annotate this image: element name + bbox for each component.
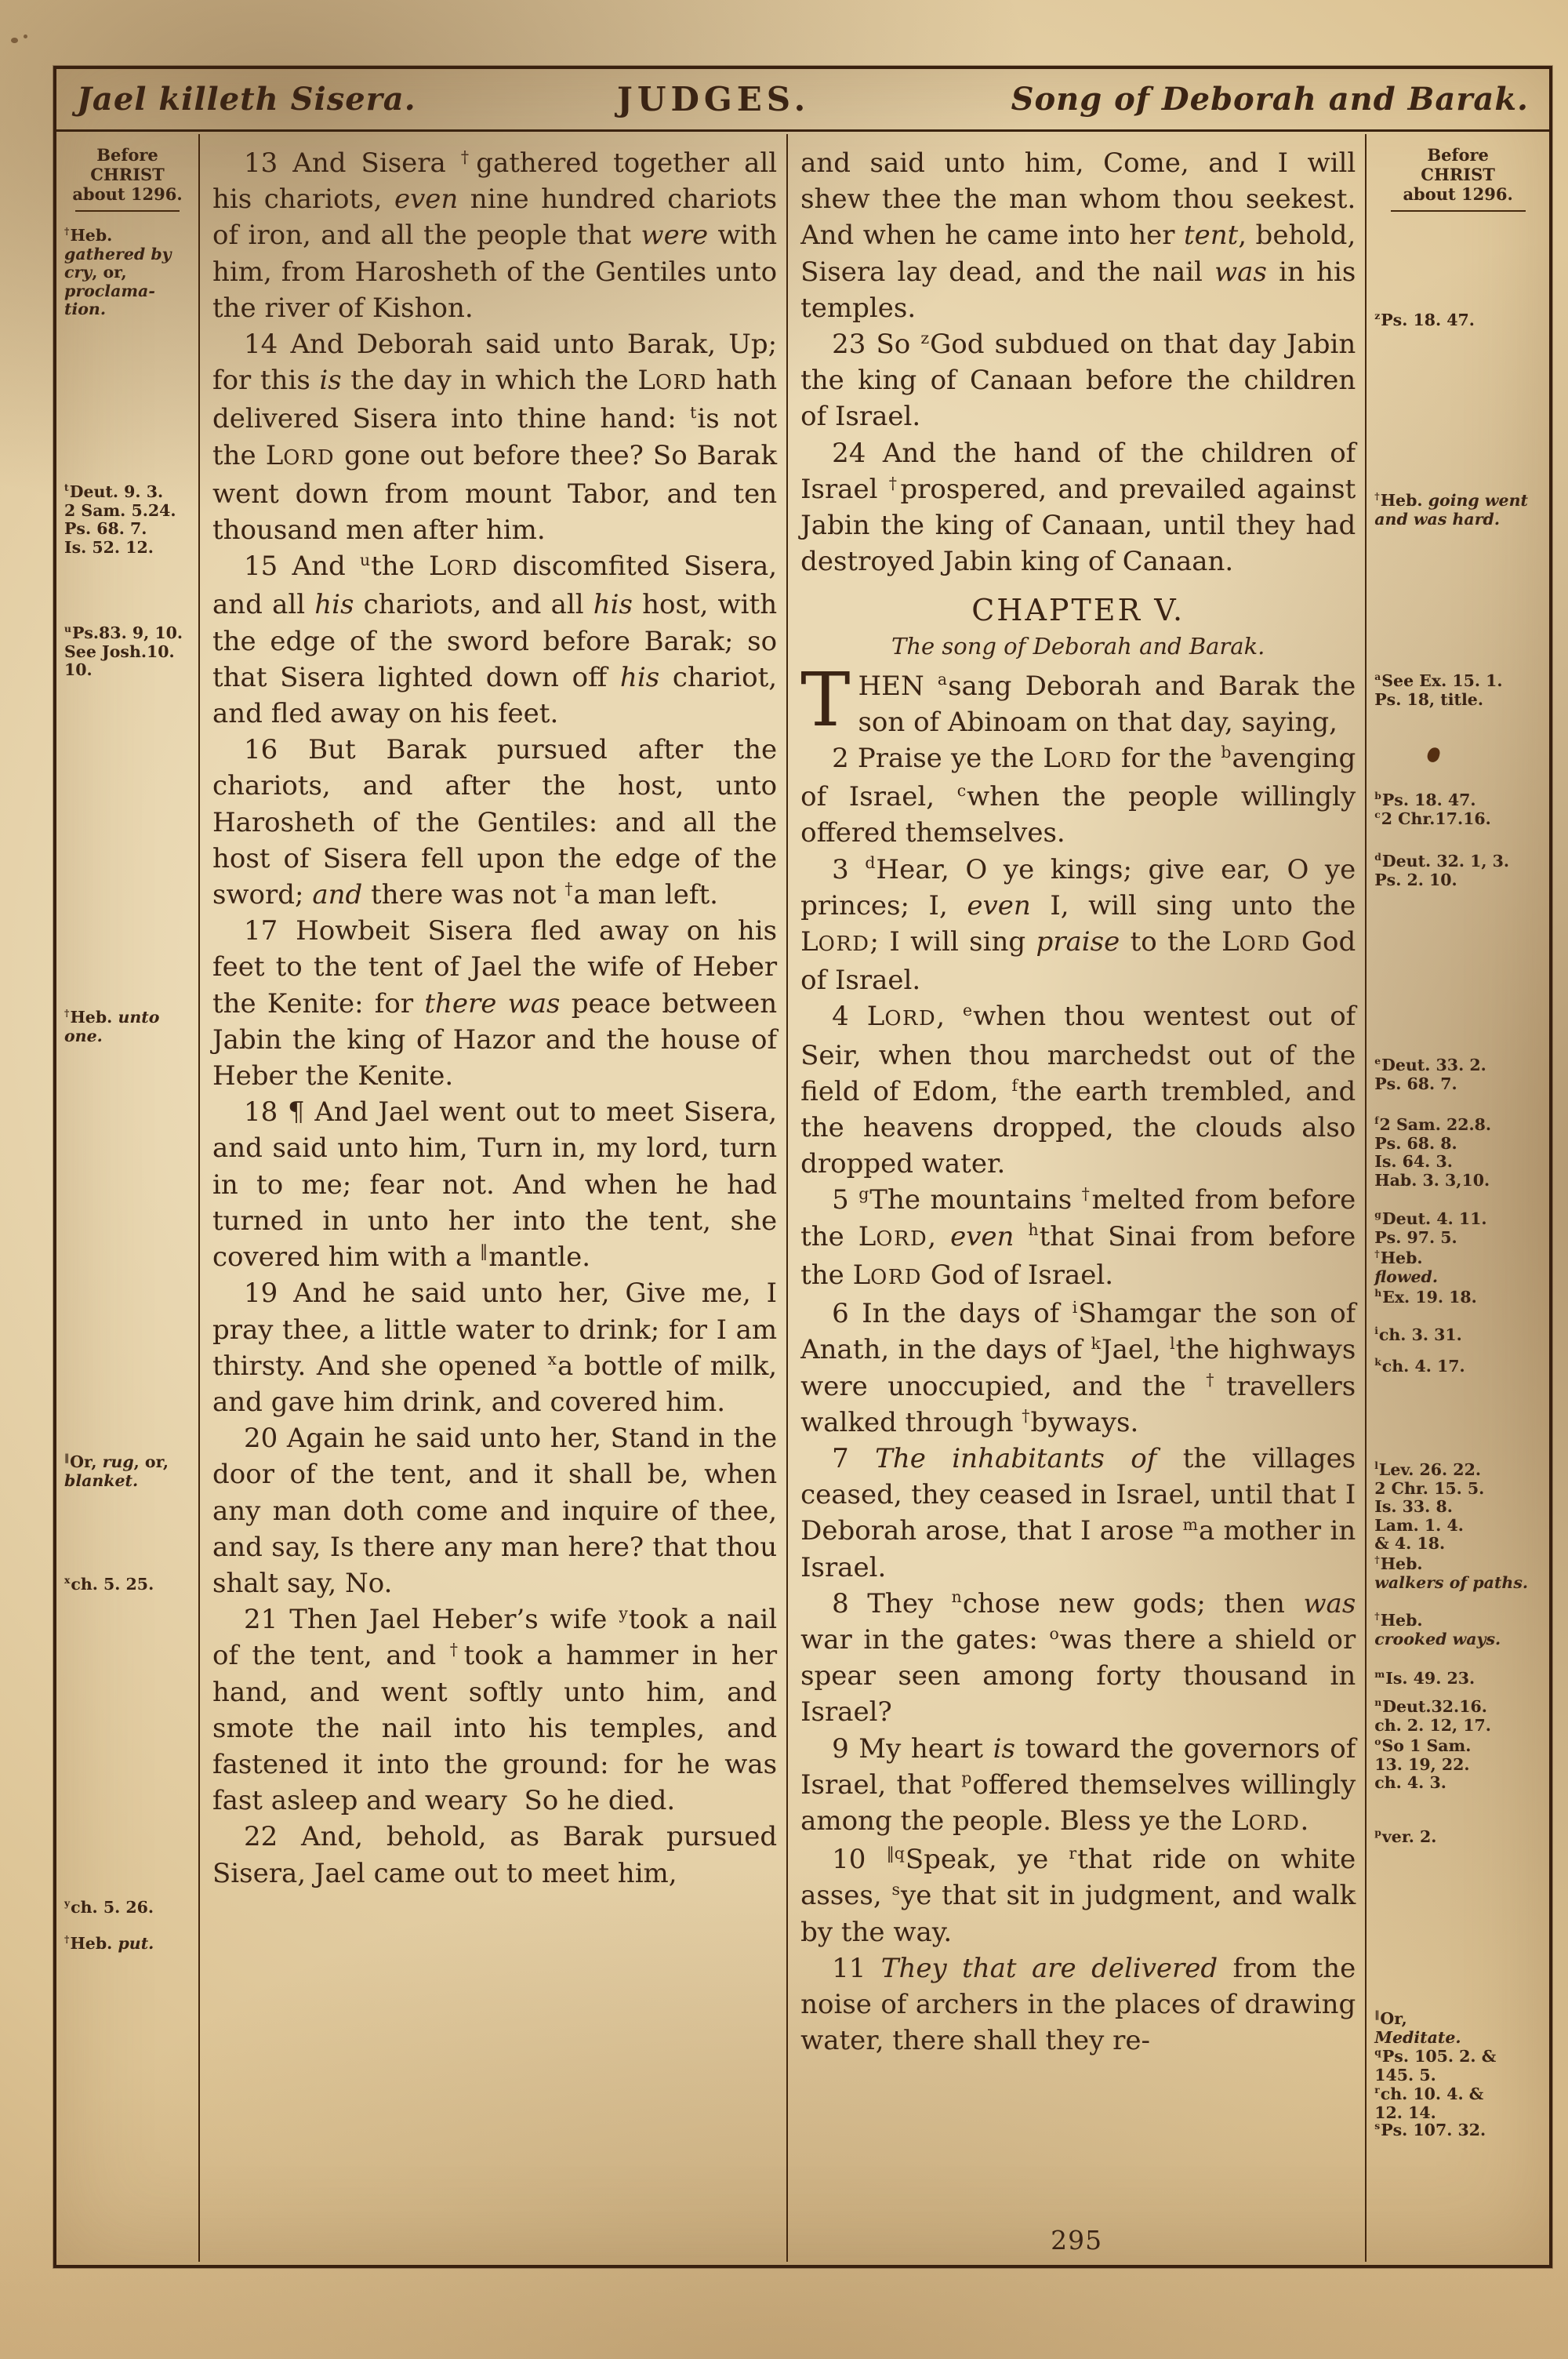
- verse-5-4: 4 LORD, $^e$when thou wentest out of Seir, when thou marchedst out of the field of Edom, $^f$the earth trembled, and the heavens dropped, the clouds also dropped water.: [800, 1001, 1356, 1180]
- verse-4-24: 24 And the hand of the children of Israel †prospered, and prevailed against Jabin the king of Canaan, until they had destroyed Jabin king of Canaan.: [800, 437, 1356, 578]
- dropcap-T: T: [800, 656, 851, 743]
- note-p-ver-2: $^p$ver. 2.: [1374, 1826, 1437, 1846]
- note-l-lev-26: $^l$Lev. 26. 22. 2 Chr. 15. 5. Is. 33. 8. Lam. 1. 4. & 4. 18.: [1374, 1459, 1485, 1553]
- bc-rule: [1391, 210, 1526, 212]
- before-christ-block-left: [56, 145, 198, 212]
- verse-4-13: 13 And Sisera †gathered together all his chariots, even nine hundred chariots of iron, and all the people that were with him, from Harosheth of the Gentiles unto the river of Kishon.: [212, 147, 778, 324]
- note-f-2sam-22: $^f$2 Sam. 22.8. Ps. 68. 8. Is. 64. 3. Hab. 3. 3,10.: [1374, 1114, 1492, 1190]
- verse-4-22b: and said unto him, Come, and I will shew thee the man whom thou seekest. And when he came into her tent, behold, Sisera lay dead, and the nail was in his temples.: [800, 147, 1356, 324]
- note-or-meditate: ‖Or, Meditate.: [1374, 2008, 1461, 2047]
- verse-4-20: 20 Again he said unto her, Stand in the door of the tent, and it shall be, when any man doth come and inquire of thee, and say, Is there any man here? that thou shalt say, No.: [212, 1423, 778, 1599]
- verse-4-19: 19 And he said unto her, Give me, I pray thee, a little water to drink; for I am thirsty. And she opened $^x$a bottle of milk, and gave him drink, and covered him.: [212, 1278, 778, 1418]
- note-n-deut-32: $^n$Deut.32.16. ch. 2. 12, 17.: [1374, 1696, 1491, 1735]
- chapter-5-heading: CHAPTER V.: [971, 593, 1185, 628]
- note-or-rug: ‖Or, rug, or, blanket.: [64, 1452, 169, 1490]
- paper-spot: [24, 35, 27, 38]
- note-deut-9-3: $^t$Deut. 9. 3. 2 Sam. 5.24. Ps. 68. 7. Is. 52. 12.: [64, 482, 176, 557]
- bc-line: about 1296.: [72, 184, 183, 204]
- bc-rule: [75, 210, 180, 212]
- note-q-ps-105: $^q$Ps. 105. 2. & 145. 5.: [1374, 2046, 1497, 2085]
- verse-4-14: 14 And Deborah said unto Barak, Up; for this is the day in which the LORD hath delivered Sisera into thine hand: $^t$is not the LORD gone out before thee? So Barak went down from mount Tabor, and ten thousand men after him.: [212, 329, 778, 547]
- verse-5-7: 7 The inhabitants of the villages ceased, they ceased in Israel, until that I Deborah arose, that I arose $^m$a mother in Israel.: [800, 1442, 1356, 1583]
- ink-blot: [1426, 747, 1441, 764]
- paper-spot: [11, 38, 18, 43]
- verse-5-10: 10 $^{‖q}$Speak, ye $^r$that ride on white asses, $^s$ye that sit in judgment, and walk by the way.: [800, 1843, 1356, 1948]
- verse-5-6: 6 In the days of $^i$Shamgar the son of Anath, in the days of $^k$Jael, $^l$the highways were unoccupied, and the †travellers walked through †byways.: [800, 1297, 1356, 1438]
- verse-4-18: 18 ¶ And Jael went out to meet Sisera, and said unto him, Turn in, my lord, turn in to me; fear not. And when he had turned in unto her into the tent, she covered him with a ‖mantle.: [212, 1096, 778, 1274]
- left-margin-column: [56, 134, 198, 2262]
- before-christ-block-right: [1367, 145, 1549, 212]
- note-heb-going: †Heb. going went and was hard.: [1374, 490, 1528, 529]
- verse-4-21: 21 Then Jael Heber’s wife $^y$took a nail of the tent, and †took a hammer in her hand, and went softly unto him, and smote the nail into his temples, and fastened it into the ground: for he was fast asleep and weary So he died.: [212, 1603, 778, 1817]
- note-heb-put: †Heb. put.: [64, 1933, 154, 1953]
- verse-4-17: 17 Howbeit Sisera fled away on his feet to the tent of Jael the wife of Heber the Kenite: for there was peace between Jabin the king of Hazor and the house of Heber the Kenite.: [212, 915, 778, 1092]
- verse-5-2: 2 Praise ye the LORD for the $^b$avenging of Israel, $^c$when the people willingly offered themselves.: [800, 742, 1356, 849]
- chapter-5-subtitle: The song of Deborah and Barak.: [891, 632, 1265, 660]
- verse-5-3: 3 $^d$Hear, O ye kings; give ear, O ye princes; I, even I, will sing unto the LORD; I will sing praise to the LORD God of Israel.: [800, 853, 1356, 997]
- bc-line: CHRIST: [90, 165, 165, 184]
- note-z-ps-18-47: $^z$Ps. 18. 47.: [1374, 310, 1475, 329]
- right-text-column: [788, 134, 1365, 2262]
- verse-5-1: THEN $^a$sang Deborah and Barak the son of Abinoam on that day, saying,: [800, 656, 1356, 743]
- note-heb-walkers: †Heb. walkers of paths.: [1374, 1554, 1528, 1592]
- bc-line: Before: [96, 145, 158, 165]
- verse-4-16: 16 But Barak pursued after the chariots, and after the host, unto Harosheth of the Gentiles: and all the host of Sisera fell upon the edge of the sword; and there was not †a man left.: [212, 734, 778, 911]
- note-heb-gathered: †Heb. gathered by cry, or, proclama-tion.: [64, 225, 172, 318]
- note-ch-5-26: $^y$ch. 5. 26.: [64, 1897, 154, 1917]
- note-g-deut-4: $^g$Deut. 4. 11. Ps. 97. 5.: [1374, 1209, 1487, 1247]
- running-head-center: JUDGES.: [616, 80, 811, 118]
- note-d-deut-32: $^d$Deut. 32. 1, 3. Ps. 2. 10.: [1374, 851, 1510, 889]
- note-b-ps-18-47: $^b$Ps. 18. 47. $^c$2 Chr.17.16.: [1374, 790, 1491, 828]
- note-r-ch-10: $^r$ch. 10. 4. & 12. 14.: [1374, 2084, 1484, 2122]
- running-head-right: Song of Deborah and Barak.: [1011, 81, 1529, 118]
- note-heb-unto-one: †Heb. unto one.: [64, 1007, 160, 1045]
- bc-line: Before: [1427, 145, 1489, 165]
- page-border-box: [53, 66, 1552, 2268]
- note-ch-5-25: $^x$ch. 5. 25.: [64, 1574, 154, 1594]
- right-margin-column: [1367, 134, 1549, 2262]
- verse-5-5: 5 $^g$The mountains †melted from before the LORD, even $^h$that Sinai from before the LORD God of Israel.: [800, 1184, 1356, 1291]
- note-o-so-1sam: $^o$So 1 Sam. 13. 19, 22. ch. 4. 3.: [1374, 1736, 1472, 1792]
- verse-4-15: 15 And $^u$the LORD discomfited Sisera, and all his chariots, and all his host, with the edge of the sword before Barak; so that Sisera lighted down off his chariot, and fled away on his feet.: [212, 550, 778, 730]
- note-ps-83: $^u$Ps.83. 9, 10. See Josh.10. 10.: [64, 623, 183, 679]
- note-k-ch-4-17: $^k$ch. 4. 17.: [1374, 1356, 1465, 1376]
- running-head: [56, 69, 1549, 132]
- verse-5-11: 11 They that are delivered from the noise of archers in the places of drawing water, there shall they re-: [800, 1952, 1356, 2057]
- left-text-column: [200, 134, 786, 2262]
- verse-5-8: 8 They $^n$chose new gods; then was war in the gates: $^o$was there a shield or spear seen among forty thousand in Israel?: [800, 1587, 1356, 1728]
- verse-5-9: 9 My heart is toward the governors of Israel, that $^p$offered themselves willingly among the people. Bless ye the LORD.: [800, 1732, 1356, 1837]
- note-i-ch-3-31: $^i$ch. 3. 31.: [1374, 1325, 1462, 1344]
- verse-4-22a: 22 And, behold, as Barak pursued Sisera, Jael came out to meet him,: [212, 1821, 778, 1889]
- note-e-deut-33: $^e$Deut. 33. 2. Ps. 68. 7.: [1374, 1055, 1486, 1093]
- left-column-text: [212, 145, 777, 1892]
- verse-4-23: 23 So $^z$God subdued on that day Jabin the king of Canaan before the children of Israel.: [800, 328, 1356, 433]
- bc-line: about 1296.: [1403, 184, 1513, 204]
- note-s-ps-107: $^s$Ps. 107. 32.: [1374, 2120, 1486, 2139]
- note-see-ex-15: $^a$See Ex. 15. 1. Ps. 18, title.: [1374, 671, 1503, 709]
- page-number: 295: [1051, 2225, 1103, 2255]
- page-content: [56, 134, 1549, 2262]
- note-m-is-49: $^m$Is. 49. 23.: [1374, 1668, 1475, 1688]
- note-heb-crooked: †Heb. crooked ways.: [1374, 1610, 1501, 1648]
- bc-line: CHRIST: [1421, 165, 1495, 184]
- note-h-ex-19: $^h$Ex. 19. 18.: [1374, 1287, 1477, 1307]
- right-column-text: [800, 145, 1356, 2059]
- note-heb-flowed: †Heb. flowed.: [1374, 1248, 1438, 1286]
- running-head-left: Jael killeth Sisera.: [77, 81, 416, 118]
